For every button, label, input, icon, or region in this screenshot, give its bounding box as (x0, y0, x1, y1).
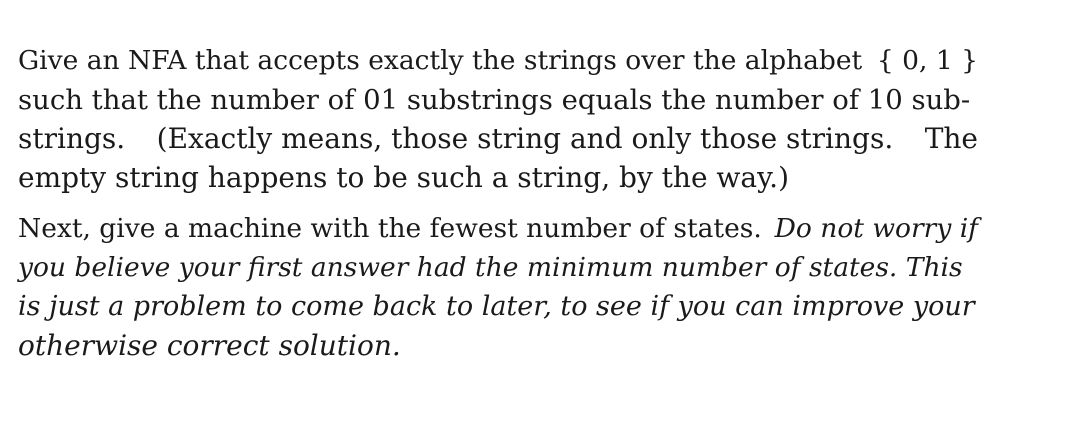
paragraph2-line4 (18, 329, 978, 363)
paragraph1-line4-text: empty string happens to be such a string, by the way.) (18, 161, 789, 194)
paragraph1-line1 (18, 44, 978, 78)
paragraph1-line3-part2: (Exactly means, those string and only those strings. (156, 122, 894, 155)
paragraph2-line2-text: you believe your first answer had the minimum number of states. This (18, 252, 963, 283)
paragraph1-line4 (18, 161, 978, 195)
paragraph1-line3-part1: strings. (18, 122, 126, 155)
paragraph2-line1-roman: Next, give a machine with the fewest number of states. (18, 213, 762, 244)
paragraph1-line2-text: such that the number of 01 substrings equals the number of 10 sub- (18, 84, 971, 116)
paragraph1-line2 (18, 83, 978, 117)
paragraph2-line3 (18, 290, 978, 324)
paragraph1-line3-part3: The (924, 122, 978, 155)
alphabet-set: { 0, 1 } (876, 45, 978, 76)
paragraph2-line1-italic: Do not worry if (774, 213, 978, 244)
paragraph2-line1 (18, 212, 978, 246)
paragraph1-line3 (18, 122, 978, 156)
paragraph1-line1-text: Give an NFA that accepts exactly the strings over the alphabet (18, 45, 863, 76)
paragraph2-line2 (18, 251, 978, 285)
paragraph2-line3-text: is just a problem to come back to later, to see if you can improve your (18, 291, 975, 322)
paragraph2-line4-text: otherwise correct solution. (18, 329, 401, 362)
